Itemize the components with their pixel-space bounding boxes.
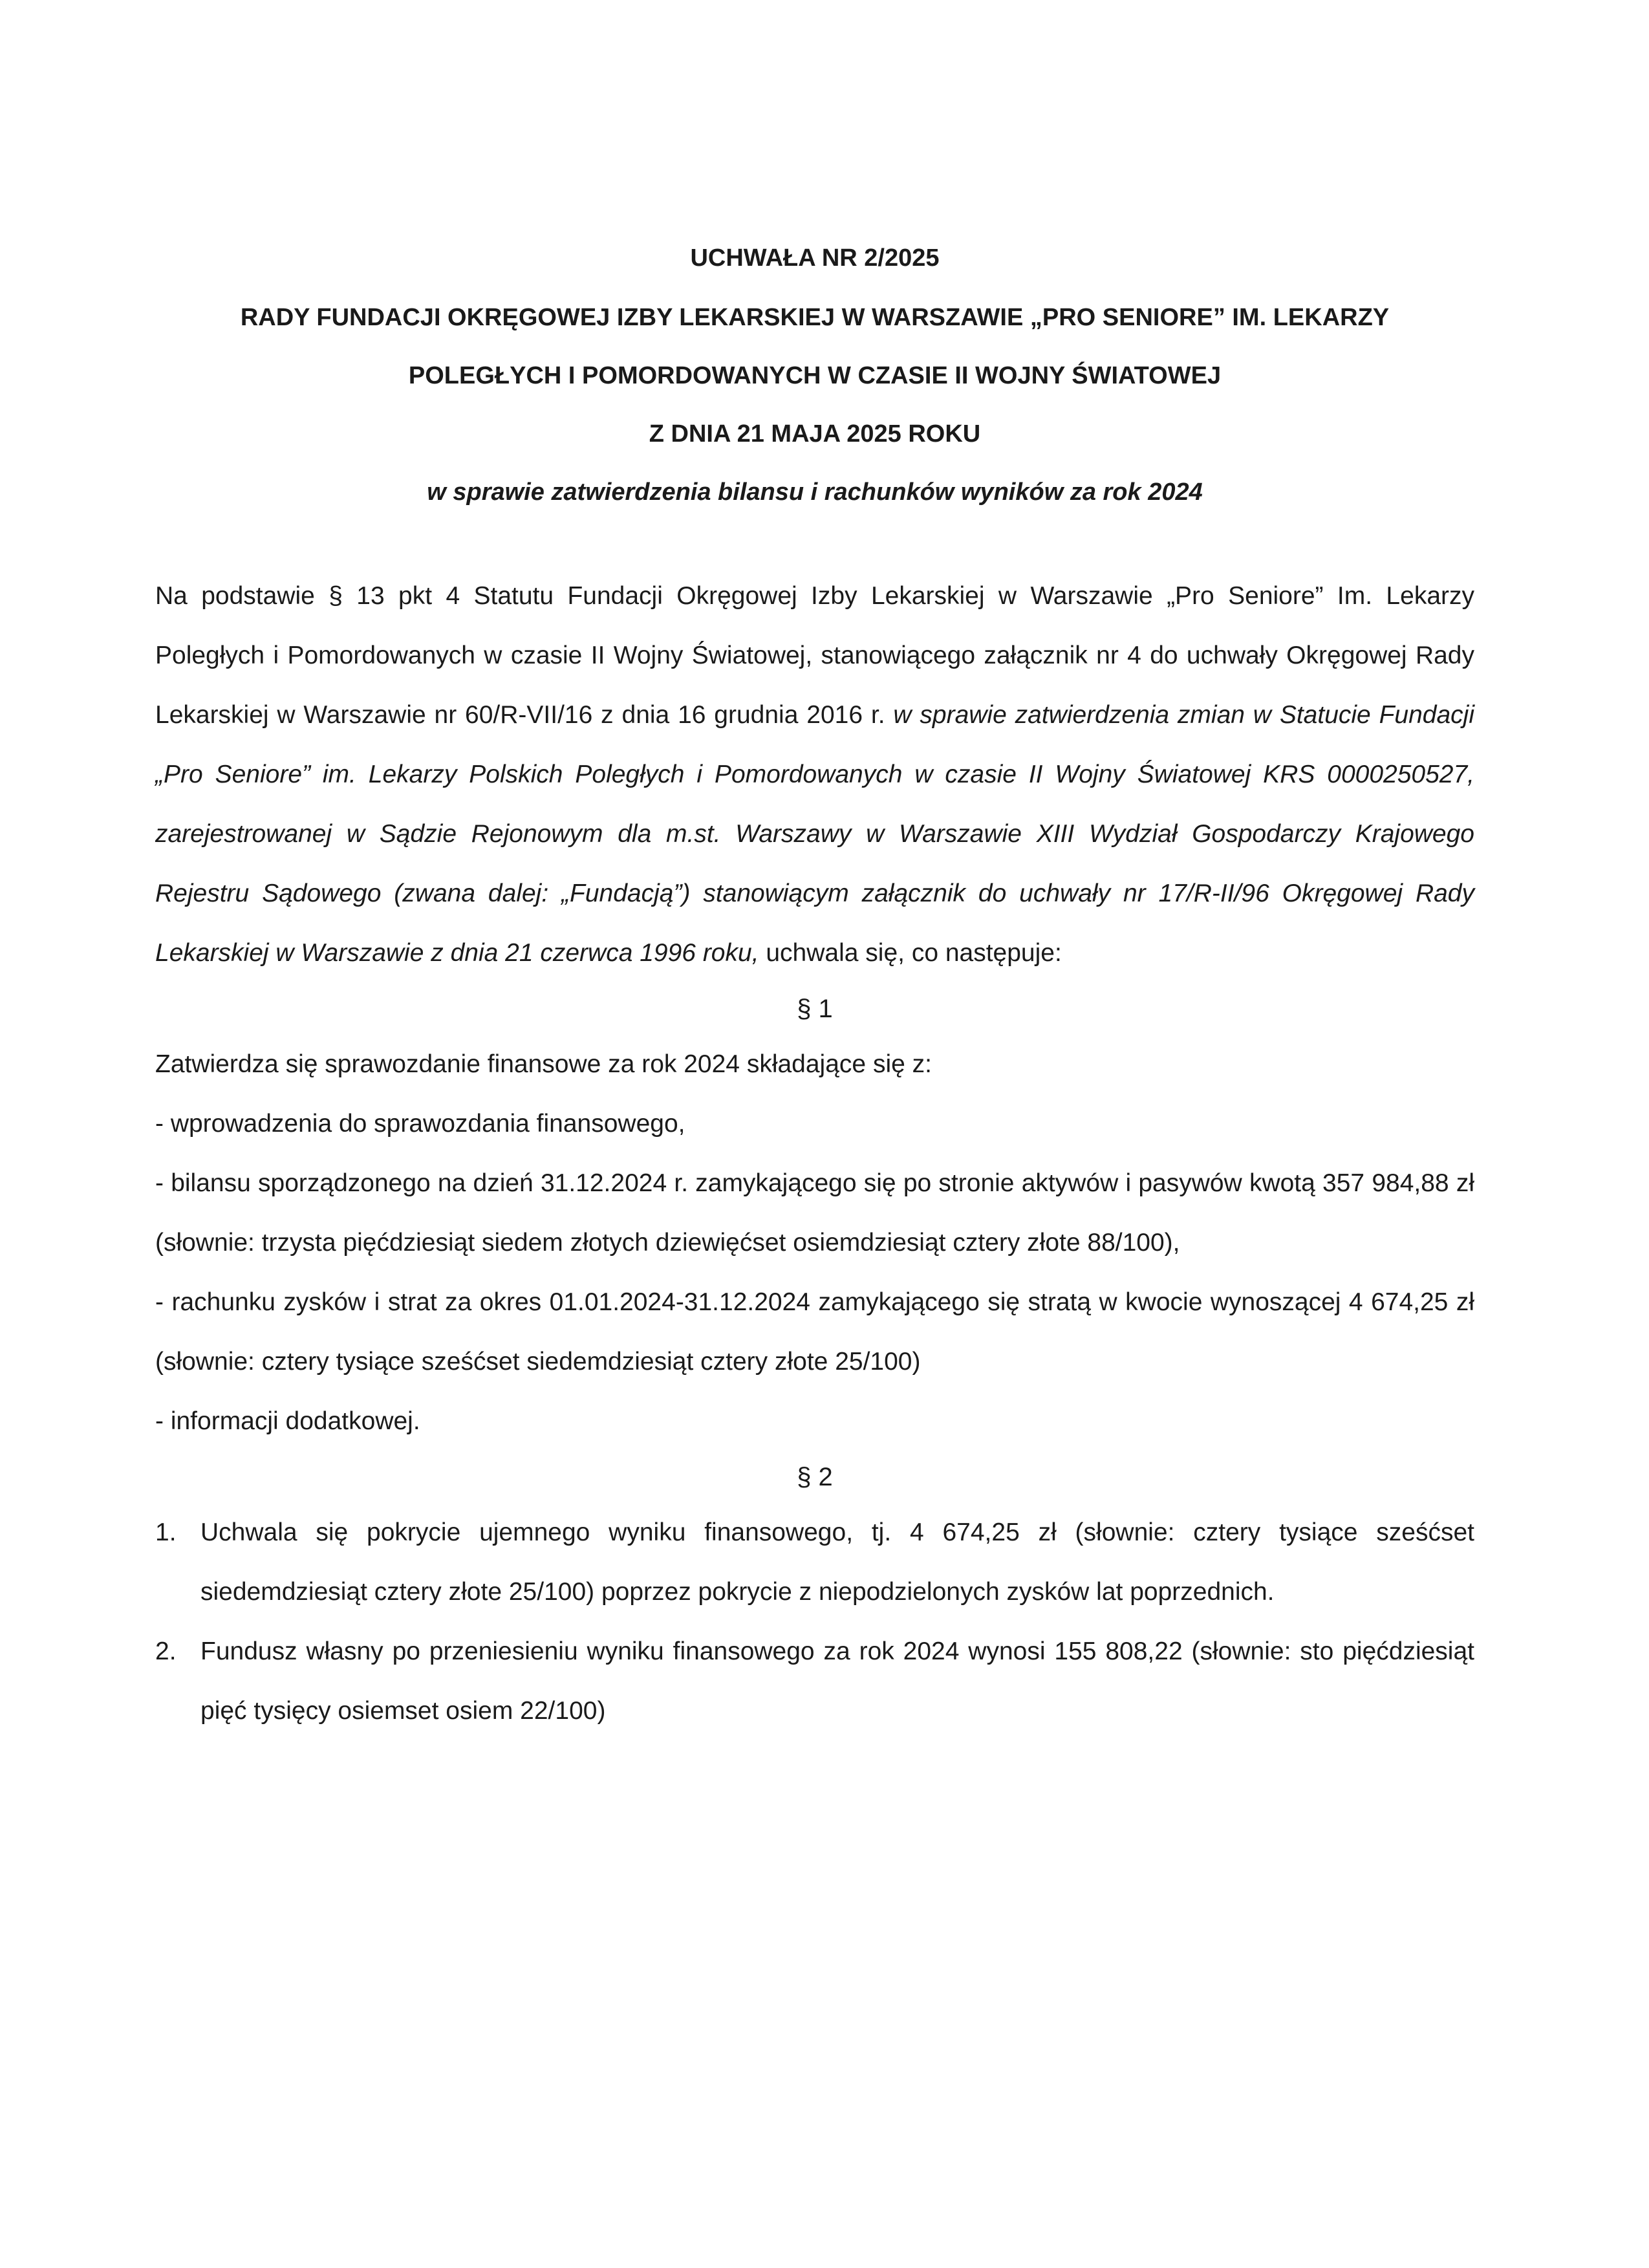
section-2-item	[155, 1503, 1474, 1622]
legal-basis-paragraph	[155, 567, 1474, 983]
section-1-heading: § 1	[797, 995, 833, 1023]
section-1-item: - wprowadzenia do sprawozdania finansowego,	[155, 1110, 685, 1138]
section-2-item	[155, 1622, 1474, 1741]
resolution-date: Z DNIA 21 MAJA 2025 ROKU	[649, 420, 981, 448]
item-number: 1.	[155, 1518, 177, 1546]
issuing-body-line-1: RADY FUNDACJI OKRĘGOWEJ IZBY LEKARSKIEJ W WARSZAWIE „PRO SENIORE” IM. LEKARZY	[240, 304, 1390, 331]
document-content	[155, 246, 1474, 1741]
legal-basis-conclusion: uchwala się, co następuje:	[759, 939, 1062, 967]
issuing-body-line-2: POLEGŁYCH I POMORDOWANYCH W CZASIE II WOJNY ŚWIATOWEJ	[408, 362, 1222, 389]
section-1-item: - bilansu sporządzonego na dzień 31.12.2024 r. zamykającego się po stronie aktywów i pasywów kwotą 357 984,88 zł (słownie: trzysta pięćdziesiąt siedem złotych dziewięćset osiemdziesiąt cztery złote 88/100),	[155, 1169, 1474, 1257]
legal-basis-italic: w sprawie zatwierdzenia zmian w Statucie Fundacji „Pro Seniore” im. Lekarzy Polskich Poległych i Pomordowanych w czasie II Wojny Światowej KRS 0000250527, zarejestrowanej w Sądzie Rejonowym dla m.st. Warszawy w Warszawie XIII Wydział Gospodarczy Krajowego Rejestru Sądowego (zwana dalej: „Fundacją”) stanowiącym załącznik do uchwały nr 17/R-II/96 Okręgowej Rady Lekarskiej w Warszawie z dnia 21 czerwca 1996 roku,	[155, 701, 1474, 967]
item-text: Fundusz własny po przeniesieniu wyniku finansowego za rok 2024 wynosi 155 808,22 (słownie: sto pięćdziesiąt pięć tysięcy osiemset osiem 22/100)	[200, 1637, 1474, 1725]
section-1-lead: Zatwierdza się sprawozdanie finansowe za rok 2024 składające się z:	[155, 1050, 932, 1078]
resolution-subject: w sprawie zatwierdzenia bilansu i rachunków wyników za rok 2024	[427, 479, 1203, 506]
item-text: Uchwala się pokrycie ujemnego wyniku finansowego, tj. 4 674,25 zł (słownie: cztery tysiące sześćset siedemdziesiąt cztery złote 25/100) poprzez pokrycie z niepodzielonych zysków lat poprzednich.	[200, 1518, 1474, 1606]
resolution-number: UCHWAŁA NR 2/2025	[690, 244, 940, 272]
item-number: 2.	[155, 1637, 177, 1665]
section-1-item: - rachunku zysków i strat za okres 01.01.2024-31.12.2024 zamykającego się stratą w kwocie wynoszącej 4 674,25 zł (słownie: cztery tysiące sześćset siedemdziesiąt cztery złote 25/100)	[155, 1288, 1474, 1376]
section-2-heading: § 2	[797, 1463, 833, 1491]
section-1-item: - informacji dodatkowej.	[155, 1407, 420, 1435]
legal-basis-text: Na podstawie § 13 pkt 4 Statutu Fundacji Okręgowej Izby Lekarskiej w Warszawie „Pro Seniore” Im. Lekarzy Poległych i Pomordowanych w czasie II Wojny Światowej, stanowiącego załącznik nr 4 do uchwały Okręgowej Rady Lekarskiej w Warszawie nr 60/R-VII/16 z dnia 16 grudnia 2016 r.	[155, 582, 1474, 729]
